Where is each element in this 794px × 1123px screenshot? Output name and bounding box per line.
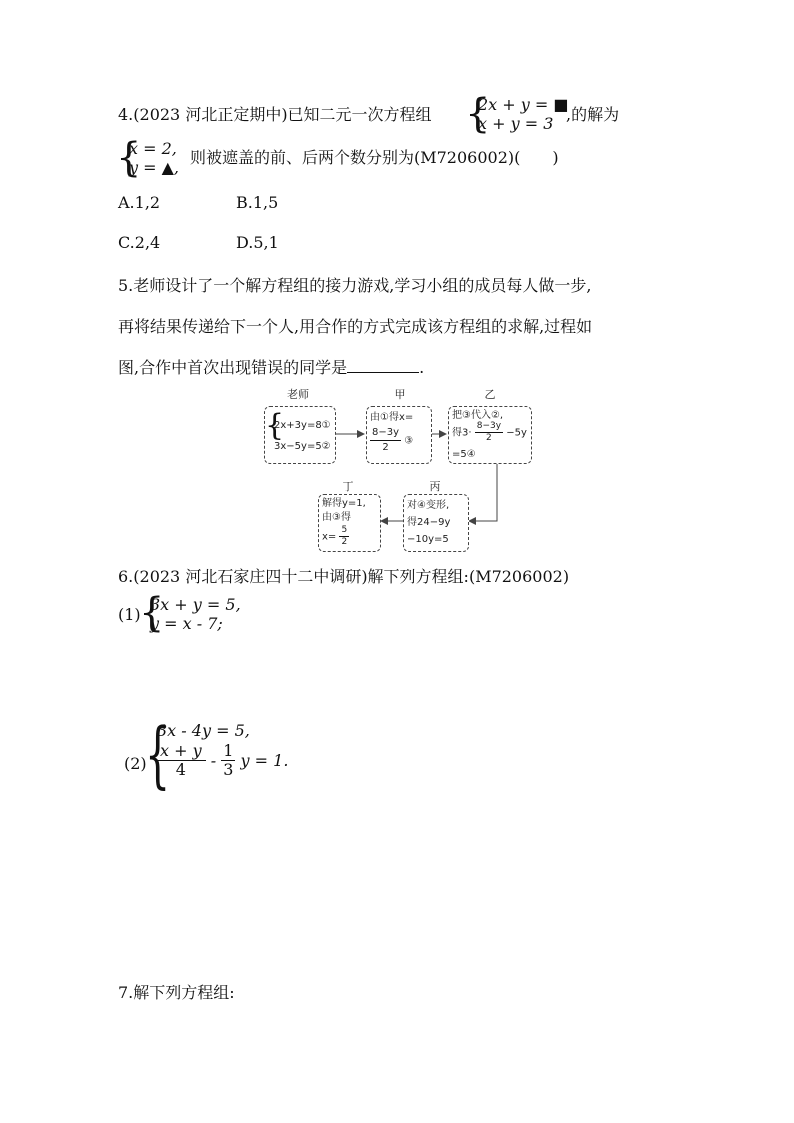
q6-p2-label: (2) [124,754,147,773]
q6-title: 6.(2023 河北石家庄四十二中调研)解下列方程组:(M7206002) [118,567,570,586]
q5-line3-text: 图,合作中首次出现错误的同学是 [118,358,348,377]
yi-box [448,406,532,464]
yi-label: 乙 [484,388,496,401]
bing-line1: 对④变形, [407,500,450,511]
ding-label: 丁 [342,480,354,493]
q6-p2-den1: 4 [175,760,186,779]
yi-line3: =5④ [452,449,476,460]
jia-frac [370,426,401,455]
q6-p2-minus: - [210,751,217,770]
jia-num: 8−3y [370,426,401,441]
teacher-eq1: 2x+3y=8① [274,420,331,431]
yi-line1: 把③代入②, [452,410,504,421]
q6-p2-brace: { [145,712,171,796]
yi-l2b: −5y [506,427,527,439]
teacher-box [264,406,336,464]
q4-question: 则被遮盖的前、后两个数分别为(M7206002)( ) [190,148,559,167]
jia-den: 2 [382,442,389,453]
teacher-brace: { [265,408,285,443]
q4-solution-brace: { [116,135,142,181]
q6-p2-eq2 [156,742,288,779]
arrow-yi-to-bing [469,462,497,521]
q6-p1-label: (1) [118,605,141,624]
q4-suffix: ,的解为 [566,105,620,124]
q4-prefix: 4.(2023 河北正定期中)已知二元一次方程组 [118,105,432,124]
q6-p2-frac1 [156,742,206,779]
q5-line2: 再将结果传递给下一个人,用合作的方式完成该方程组的求解,过程如 [118,317,593,336]
jia-circ: ③ [404,435,414,447]
yi-den: 2 [486,433,492,443]
q4-eq1: 2x + y = ■ [478,95,569,114]
q6-p2-den2: 3 [223,760,234,779]
teacher-label: 老师 [287,388,309,401]
jia-label: 甲 [394,388,406,401]
ding-num: 5 [341,525,348,535]
yi-num: 8−3y [476,421,502,431]
bing-box [403,494,469,552]
yi-line2 [452,421,527,444]
q4-system-brace: { [465,91,491,137]
q6-p2-frac2 [221,742,235,779]
jia-box [366,406,432,464]
bing-label: 丙 [429,480,441,493]
ding-box [318,494,381,552]
q6-p2-num1: x + y [156,742,206,761]
q7-title: 7.解下列方程组: [118,983,235,1002]
q4-sol2: y = ▲, [129,158,180,177]
bing-line3: −10y=5 [407,534,449,545]
q6-p2-num2: 1 [223,741,234,760]
jia-fraction [370,426,413,455]
yi-l2a: 得3· [452,427,472,439]
q4-option-b[interactable]: B.1,5 [236,193,279,212]
ding-line3 [322,525,349,548]
q4-option-c[interactable]: C.2,4 [118,233,161,252]
q5-line3-end: . [419,358,425,377]
ding-den: 2 [341,537,348,547]
q4-sol1: x = 2, [129,139,177,158]
teacher-eq2: 3x−5y=5② [274,441,331,452]
ding-frac [339,525,349,548]
ding-l3a: x= [322,531,337,543]
q6-p1-eq2: y = x - 7; [150,614,223,633]
q6-p2-tail: y = 1. [240,751,289,770]
q4-option-a[interactable]: A.1,2 [118,193,161,212]
ding-line2: 由③得 [322,512,351,523]
bing-line2: 得24−9y [407,517,451,528]
q4-option-d[interactable]: D.5,1 [236,233,279,252]
q4-eq2: x + y = 3 [478,114,554,133]
yi-frac [475,421,503,444]
ding-line1: 解得y=1, [322,498,366,509]
q6-p2-eq1: 3x - 4y = 5, [157,721,250,740]
q6-p1-eq1: 3x + y = 5, [150,595,241,614]
q6-p1-brace: { [139,590,165,636]
q5-line1: 5.老师设计了一个解方程组的接力游戏,学习小组的成员每人做一步, [118,276,592,295]
jia-line1: 由①得x= [370,412,414,423]
